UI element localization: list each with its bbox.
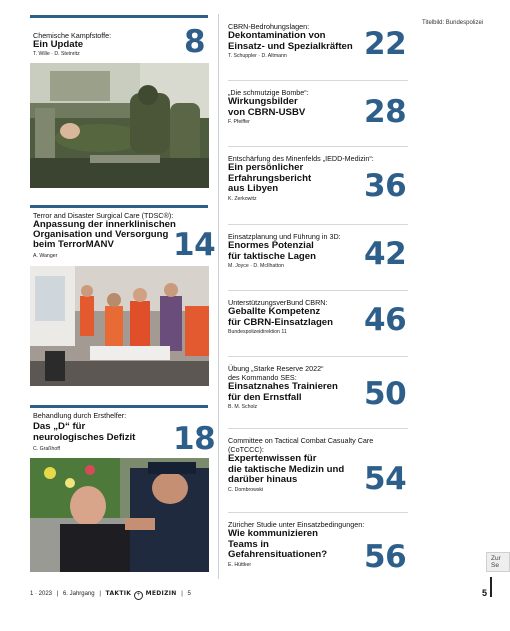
article-title-line[interactable]: Erfahrungsbericht — [228, 172, 312, 184]
article-title-line[interactable]: Anpassung der innerklinischen — [33, 219, 176, 230]
footer-separator: | — [56, 591, 59, 597]
page-number-54[interactable]: 54 — [364, 461, 407, 497]
article-title-line[interactable]: für taktische Lagen — [228, 250, 316, 262]
footer-issue: 1 · 2023 — [30, 591, 53, 597]
page-number-18[interactable]: 18 — [173, 421, 216, 457]
page-number-14[interactable]: 14 — [173, 227, 216, 263]
article-title-line[interactable]: Ein persönlicher — [228, 162, 304, 173]
column-divider — [218, 14, 219, 579]
page-number: 5 — [482, 588, 488, 598]
article-title-line[interactable]: Enormes Potenzial — [228, 240, 314, 251]
article-title[interactable]: Ein Update — [33, 39, 84, 50]
page-number-28[interactable]: 28 — [364, 94, 407, 130]
photo-chemical-decontamination — [30, 63, 209, 188]
article-separator — [228, 224, 408, 225]
page-number-56[interactable]: 56 — [364, 539, 407, 575]
article-separator — [228, 80, 408, 81]
article-authors: E. Hüttker — [228, 561, 252, 568]
article-title-line[interactable]: neurologisches Defizit — [33, 432, 136, 443]
article-category: Chemische Kampfstoffe: — [33, 31, 112, 40]
article-authors: T. Wille · D. Steinritz — [33, 51, 80, 57]
article-category: „Die schmutzige Bombe“: — [228, 88, 309, 97]
article-title-line[interactable]: Einsatz- und Spezialkräften — [228, 40, 353, 52]
article-authors: C. Dombrowski — [228, 486, 264, 493]
photo-first-responder — [30, 458, 209, 572]
article-authors: Bundespolizeidirektion 11 — [228, 329, 287, 336]
footer-separator: | — [99, 591, 101, 597]
article-authors: A. Wanger — [33, 253, 58, 259]
article-title-line[interactable]: Wirkungsbilder — [228, 96, 298, 107]
article-title-line[interactable]: Geballte Kompetenz — [228, 306, 321, 317]
section-rule — [30, 205, 208, 208]
article-title-line[interactable]: Dekontamination von — [228, 30, 326, 41]
page-number-36[interactable]: 36 — [364, 168, 407, 204]
brand-medizin: MEDIZIN — [145, 590, 177, 597]
article-authors: T. Schuppler · D. Altmann — [228, 53, 287, 60]
article-category: UnterstützungsverBund CBRN: — [228, 298, 328, 307]
article-category: Züricher Studie unter Einsatzbedingungen: — [228, 520, 365, 529]
section-rule — [30, 405, 208, 408]
page-number-8[interactable]: 8 — [184, 24, 206, 60]
article-title-line[interactable]: aus Libyen — [228, 183, 279, 195]
page-number-22[interactable]: 22 — [364, 26, 407, 62]
article-category: Committee on Tactical Combat Casualty Care — [228, 436, 374, 445]
section-rule — [30, 15, 208, 18]
footer-page: 5 — [187, 591, 191, 597]
article-title-line[interactable]: die taktische Medizin und — [228, 463, 345, 475]
article-category: Einsatzplanung und Führung in 3D: — [228, 232, 341, 241]
article-title-line[interactable]: Das „D“ für — [33, 421, 86, 432]
article-category: Übung „Starke Reserve 2022“ — [228, 364, 324, 373]
article-title-line[interactable]: Teams in — [228, 538, 269, 550]
article-title-line[interactable]: Einsatznahes Trainieren — [228, 381, 338, 392]
page-number-50[interactable]: 50 — [364, 376, 407, 412]
footer — [30, 590, 191, 600]
brand-cross-icon: + — [134, 591, 143, 600]
image-credit: Titelbild: Bundespolizei — [422, 20, 484, 26]
article-category: (CoTCCC): — [228, 445, 264, 454]
article-title-line[interactable]: darüber hinaus — [228, 474, 298, 486]
page-number-46[interactable]: 46 — [364, 302, 407, 338]
footer-volume: 6. Jahrgang — [62, 591, 95, 597]
article-category: Terror and Disaster Surgical Care (TDSC®): — [33, 211, 174, 220]
page-marker-bar — [490, 577, 492, 597]
article-separator — [228, 512, 408, 513]
article-title-line[interactable]: Expertenwissen für — [228, 453, 317, 464]
article-category: Behandlung durch Ersthelfer: — [33, 411, 127, 420]
page-number-42[interactable]: 42 — [364, 236, 407, 272]
article-category: Entschärfung des Minenfelds „IEDD-Medizin“: — [228, 154, 374, 163]
footer-separator: | — [181, 591, 183, 597]
article-authors: K. Zerkowitz — [228, 195, 257, 202]
article-authors: B. M. Scholz — [228, 404, 258, 411]
article-separator — [228, 356, 408, 357]
brand-taktik: TAKTIK — [105, 590, 132, 597]
article-authors: F. Pfeiffer — [228, 119, 250, 126]
article-separator — [228, 428, 408, 429]
article-title-line[interactable]: für den Ernstfall — [228, 391, 302, 403]
article-title-line[interactable]: Wie kommunizieren — [228, 528, 319, 539]
article-title-line[interactable]: Gefahrensituationen? — [228, 549, 328, 561]
article-title-line[interactable]: Organisation und Versorgung — [33, 229, 169, 240]
photo-emergency-care — [30, 266, 209, 386]
article-separator — [228, 146, 408, 147]
article-title-line[interactable]: für CBRN-Einsatzlagen — [228, 316, 334, 328]
article-category: des Kommando SES: — [228, 373, 297, 382]
article-authors: M. Joyce · D. McIlhatton — [228, 263, 284, 270]
article-authors: C. Graßhoff — [33, 446, 61, 452]
article-separator — [228, 290, 408, 291]
go-to-page-button[interactable]: Zur Se — [486, 552, 510, 572]
article-title-line[interactable]: beim TerrorMANV — [33, 239, 114, 250]
article-category: CBRN-Bedrohungslagen: — [228, 22, 310, 31]
article-title-line[interactable]: von CBRN-USBV — [228, 106, 306, 118]
